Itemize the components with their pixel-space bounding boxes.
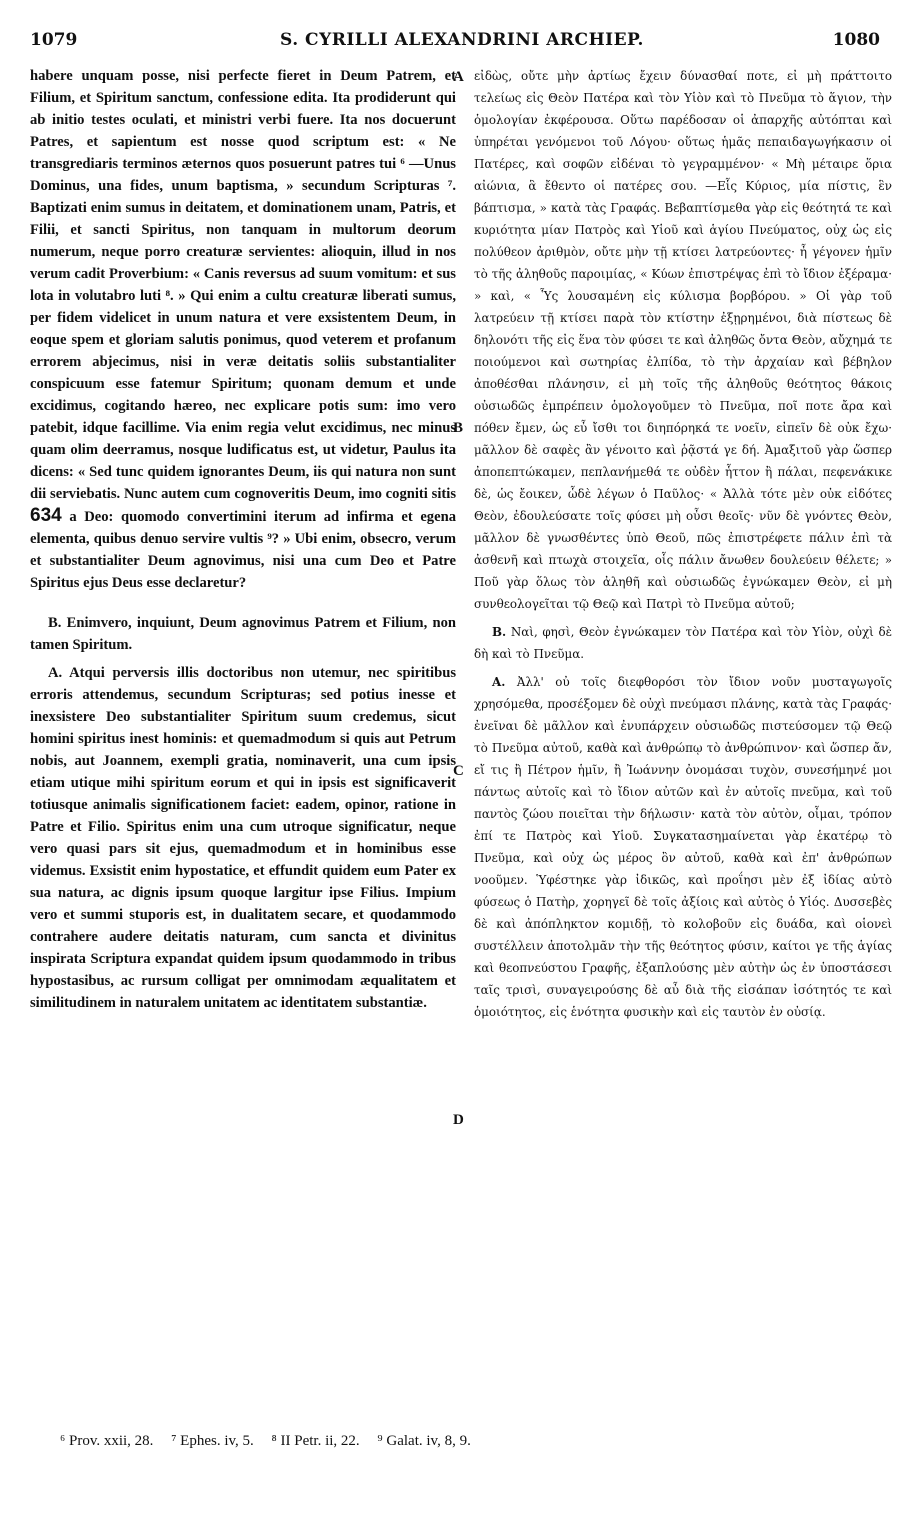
- footnote: ⁷ Ephes. iv, 5.: [171, 1433, 254, 1449]
- greek-paragraph: [474, 65, 892, 615]
- greek-paragraph-a: [474, 671, 892, 1023]
- latin-paragraph-b: [30, 612, 456, 656]
- speaker-label: A.: [48, 665, 63, 681]
- running-title: S. CYRILLI ALEXANDRINI ARCHIEP.: [280, 30, 644, 50]
- column-marker-d: D: [453, 1112, 464, 1128]
- speaker-label: B.: [492, 625, 507, 639]
- greek-text: Ἀλλ' οὐ τοῖς διεφθορόσι τὸν ἴδιον νοῦν μυσταγωγοῖς χρησόμεθα, προσέξομεν δὲ οὐχὶ πνεύμασι πλάνης, κατὰ τὰς Γραφάς· ἐνεῖναι δὲ μᾶλλον καὶ ἐνυπάρχειν οὐσιωδῶς πιστεύσομεν τῷ Θεῷ τὸ Πνεῦμα αὐτοῦ, καθὰ καὶ ἀνθρώπῳ τὸ ἀνθρώπινον· καὶ ὥσπερ ἄν, εἴ τις ἢ Πέτρον ἡμῖν, ἢ Ἰωάννην ὀνομάσαι τυχὸν, συνεσήμηνέ μοι πάντως αὐτοῖς καὶ τὸ ἴδιον αὐτῶν καὶ ἐν αὐτοῖς πνεῦμα, καὶ τοῦ παντὸς ζώου ποιεῖται τὴν δήλωσιν· κατὰ τὸν αὐτὸν, οἶμαι, τρόπον ἐπί τε Πατρὸς καὶ Υἱοῦ. Συγκατασημαίνεται γὰρ ἑκατέρῳ τὸ Πνεῦμα, καὶ οὐχ ὡς μέρος ὂν αὐτοῦ, καθὰ καὶ ἐπ' ἀνθρώπων νοοῦμεν. Ὑφέστηκε γὰρ ἰδικῶς, καὶ προΐησι μὲν ἐξ ἰδίας αὐτὸ φύσεως ὁ Πατὴρ, χορηγεῖ δὲ τοῖς ἀξίοις καὶ αὐτὸς ὁ Υἱός. Δυσσεβὲς δὲ καὶ ἀπόπληκτον κομιδῇ, τὸ κολοβοῦν εἰς δυάδα, καὶ οἱονεὶ συστέλλειν ἀποτολμᾶν τὴν τῆς θεότητος φύσιν, καίτοι γε τῆς ἁγίας καὶ θεοπνεύστου Γραφῆς, ἐξαπλούσης μὲν αὐτὴν ὡς ἐν ὑποστάσεσι ταῖς τρισὶ, συναγειρούσης δὲ αὖ διὰ τῆς εἰσάπαν ἰσότητός τε καὶ ὁμοιότητος, εἰς ἑνότητα φυσικὴν καὶ εἰς ταυτὸν ἐν οὐσίᾳ.: [474, 675, 892, 1019]
- footnote: ⁹ Galat. iv, 8, 9.: [377, 1433, 471, 1449]
- footnote: ⁸ II Petr. ii, 22.: [271, 1433, 360, 1449]
- column-marker-c: C: [453, 763, 464, 779]
- greek-text: Ναὶ, φησὶ, Θεὸν ἐγνώκαμεν τὸν Πατέρα καὶ τὸν Υἱὸν, οὐχὶ δὲ δὴ καὶ τὸ Πνεῦμα.: [474, 625, 893, 661]
- running-header: [0, 30, 924, 60]
- latin-text: Atqui perversis illis doctoribus non utemur, nec spiritibus erroris attendemus, secundum Scripturas; sed potius inesse et inexsistere Deo substantialiter Spiritum suum credemus, sicut homini spiritus inest hominis: et quemadmodum si quis aut Petrum nobis, aut Joannem, exempli gratia, nominaverit, una cum ipsis etiam utique mihi spiritum eorum et qui in ipsis est significaverit totiusque animalis significationem faciet: eadem, opinor, ratione in Patre et Filio. Spiritus enim una cum utroque significatur, neque vero quasi pars sit ejus, quemadmodum et in hominibus esse videmus. Exsistit enim hypostatice, et effundit quidem eum Pater ex sua natura, ac dignis ipsum quoque largitur ipse Filius. Impium vero et summi stuporis est, in dualitatem secare, et quodammodo contrahere audere deitatis naturam, cum sancta et divinitus inspirata Scriptura expandat quidem ipsum quodammodo in tribus hypostasibus, ac rursum colligat per omnimodam æqualitatem et similitudinem in naturalem unitatem ac identitatem substantiæ.: [30, 665, 456, 1011]
- greek-text: εἰδὼς, οὔτε μὴν ἀρτίως ἔχειν δύνασθαί ποτε, εἰ μὴ πράττοιτο τελείως εἰς Θεὸν Πατέρα καὶ τὸν Υἱὸν καὶ τὸ Πνεῦμα τὸ ἅγιον, τὴν ὁμολογίαν ἐκφέρουσα. Οὕτω παρέδοσαν οἱ ἀπαρχῆς αὐτόπται καὶ ὑπηρέται γενόμενοι τοῦ Λόγου· οὕτως ἡμᾶς πεπαιδαγωγήκασιν οἱ Πατέρες, καὶ σοφῶν εἰδέναι τὸ γεγραμμένον· « Μὴ μέταιρε ὅρια αἰώνια, ἃ ἔθεντο οἱ πατέρες σου. —Εἷς Κύριος, μία πίστις, ἓν βάπτισμα, » κατὰ τὰς Γραφάς. Βεβαπτίσμεθα γὰρ εἰς θεότητά τε καὶ κυριότητα μίαν Πατρὸς καὶ Υἱοῦ καὶ ἁγίου Πνεύματος, οὐχ ὡς εἰς πολύθεον ἀριθμὸν, οὔτε μὴν τῇ κτίσει λατρεύοντες· ἦ γέγονεν ἡμῖν τὸ τῆς ἀληθοῦς παροιμίας, « Κύων ἐπιστρέψας ἐπὶ τὸ ἴδιον ἐξέραμα· » καὶ, « Ὗς λουσαμένη εἰς κύλισμα βορβόρου. » Οἱ γὰρ τοῦ λατρεύειν τῇ κτίσει παρὰ τὸν κτίστην ἐξῃρημένοι, διὰ πίστεως δὲ δηλονότι τῆς εἰς ἕνα τὸν φύσει τε καὶ ἀληθῶς ὄντα Θεὸν, αὔχημά τε ποιούμενοι καὶ σωτηρίας ἐλπίδα, τὸ τὴν ἀρχαίαν καὶ βέβηλον ἀποθέσθαι πλάνησιν, εἰ μὴ τοῖς τῆς ἀληθοῦς θεότητος θάκοις οὐσιωδῶς ἐμπρέπειν ὁμολογοῦμεν τὸ Πνεῦμα, ποῖ ποτε ἄρα καὶ πόθεν ἔμεν, ὡς εὖ ἴσθι τοι διηπόρηκά τε νοεῖν, εἰπεῖν δὲ οὐκ ἔχω· μᾶλλον δὲ σαφὲς ἂν γένοιτο καὶ ῥᾷστά γε δή. Ἀμαξιτοῦ γὰρ ὥσπερ ἀποπεπτώκαμεν, πεπλανήμεθά τε οὐδὲν ἧττον ἢ πάλαι, πεφενάκικε δὲ, ὡς ἔοικεν, ὧδὲ λέγων ὁ Παῦλος· « Ἀλλὰ τότε μὲν οὐκ εἰδότες Θεὸν, ἐδουλεύσατε τοῖς φύσει μὴ οὖσι θεοῖς· νῦν δὲ γνόντες Θεὸν, μᾶλλον δὲ γνωσθέντες ὑπὸ Θεοῦ, πῶς ἐπιστρέφετε πάλιν ἐπὶ τὰ ἀσθενῆ καὶ πτωχὰ στοιχεῖα, οἷς πάλιν ἄνωθεν δουλεύειν θέλετε; » Ποῦ γὰρ ὅλως τὸν ἀληθῆ καὶ οὐσιωδῶς ἐγνώκαμεν Θεὸν, εἰ μὴ συνθεολογεῖται τῷ Θεῷ καὶ Πατρὶ τὸ Πνεῦμα αὐτοῦ;: [474, 69, 892, 611]
- page-number-right: 1080: [832, 30, 880, 50]
- margin-number-634: 634: [30, 505, 62, 526]
- latin-column: [30, 65, 456, 1014]
- page-number-left: 1079: [30, 30, 78, 50]
- latin-paragraph: [30, 65, 456, 594]
- greek-column: [474, 65, 892, 1023]
- latin-text: habere unquam posse, nisi perfecte fieret in Deum Patrem, et Filium, et Spiritum sanctum, confessione edita. Ita prodiderunt qui ab initio testes oculati, et ministri verbi fuere. Ita nos docuerunt Patres, et sapientum est nosse quod scriptum est: « Ne transgrediaris terminos æternos quos posuerunt patres tui ⁶ —Unus Dominus, una fides, unum baptisma, » secundum Scripturas ⁷. Baptizati enim sumus in deitatem, et dominationem unam, Patris, et Filii, et sancti Spiritus, non tanquam in multorum deorum numerum, neque porro creaturæ servientes: alioquin, illud in nos verum cadit Proverbium: « Canis reversus ad suum vomitum: et sus lota in volutabro luti ⁸. » Qui enim a cultu creaturæ liberati sumus, per fidem videlicet in unum natura et vere exsistentem Deum, in eoque spem et gloriam salutis ponimus, quod veterem et profanum errorem abjecimus, nisi in veræ deitatis soliis substantialiter conspicuum esse fatemur Spiritum; quonam demum et unde excidimus, cogitando hæreo, nec explicare potis sum: imo vero patebit, idque facillime. Via enim regia velut excidimus, nec minus quam olim deerramus, nosque ludificatus est, ut videtur, Paulus ita dicens: « Sed tunc quidem ignorantes Deum, iis qui natura non sunt dii serviebatis. Nunc autem cum cognoveritis Deum, imo cogniti sitis: [30, 68, 456, 502]
- latin-paragraph-a: [30, 662, 456, 1014]
- column-marker-b: B: [453, 420, 464, 436]
- speaker-label: A.: [492, 675, 506, 689]
- latin-text: Enimvero, inquiunt, Deum agnovimus Patrem et Filium, non tamen Spiritum.: [30, 615, 456, 653]
- footnote: ⁶ Prov. xxii, 28.: [60, 1433, 154, 1449]
- column-marker-a: A: [453, 69, 464, 85]
- greek-paragraph-b: [474, 621, 892, 665]
- speaker-label: B.: [48, 615, 62, 631]
- latin-text-continued: a Deo: quomodo convertimini iterum ad infirma et egena elementa, quibus denuo servire vultis ⁹? » Ubi enim, obsecro, verum et substantialiter Deum agnovimus, nisi una cum Deo et Patre Spiritus ejus Deus esse declaretur?: [30, 509, 456, 591]
- footnotes: [60, 1433, 860, 1450]
